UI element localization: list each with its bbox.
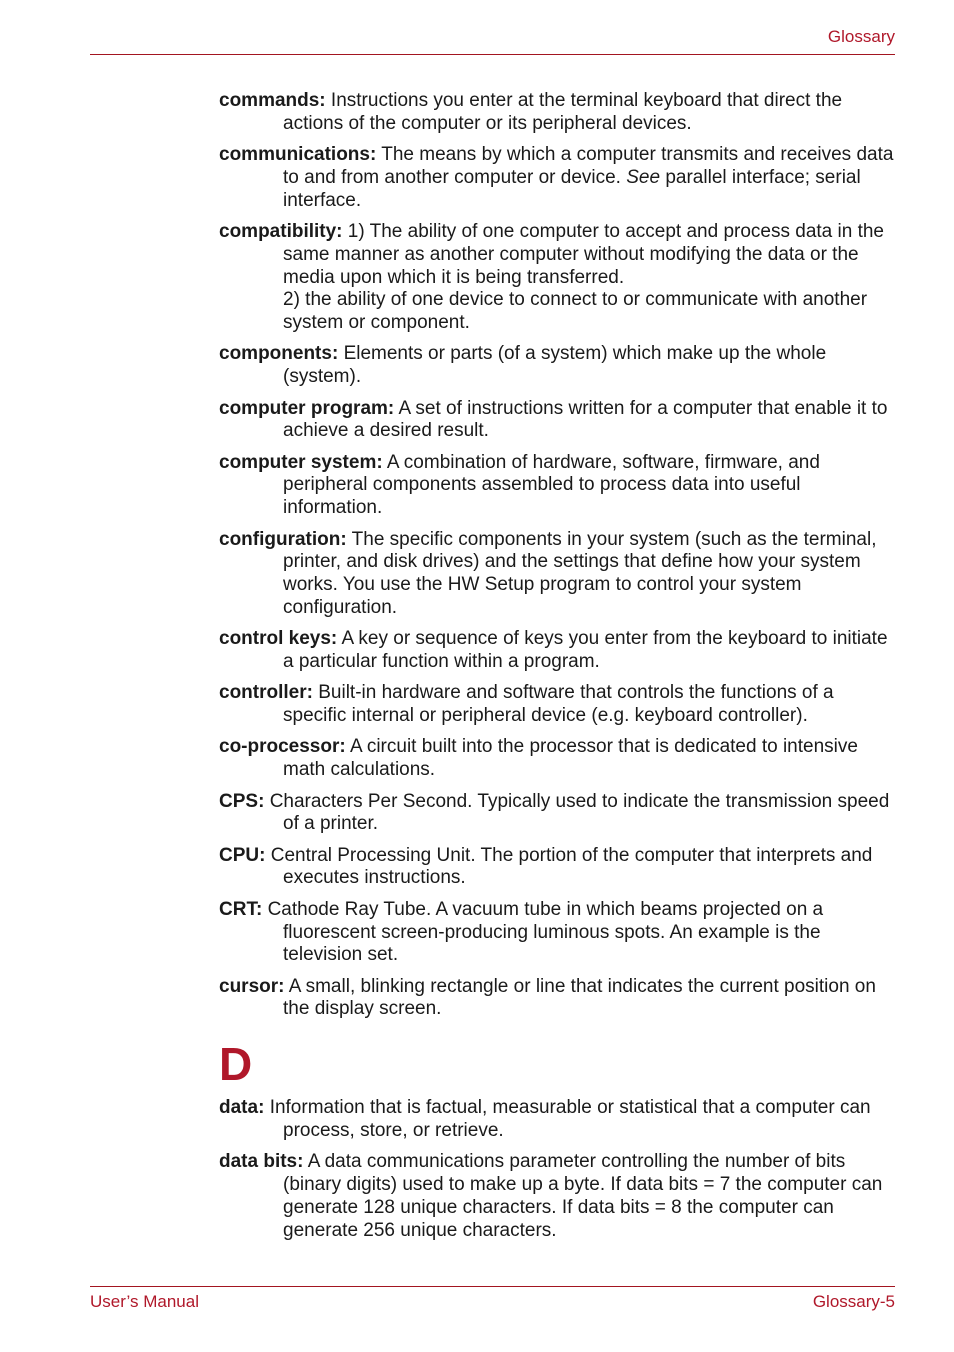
- entry-term: CPU:: [219, 844, 266, 866]
- entry-term: data bits:: [219, 1151, 304, 1173]
- entry-definition: A set of instructions written for a computer that enable it to achieve a desired result.: [283, 397, 888, 442]
- entry-term: computer system:: [219, 451, 383, 473]
- entry-term: cursor:: [219, 975, 285, 997]
- entry-term: CRT:: [219, 898, 263, 920]
- glossary-entry-communications: [219, 144, 895, 212]
- entry-definition: Built-in hardware and software that controls the functions of a specific internal or peripheral device (e.g. keyboard controller).: [283, 682, 834, 727]
- glossary-entry-components: [219, 343, 895, 389]
- entry-definition: The specific components in your system (such as the terminal, printer, and disk drives) and the settings that define how your system works. You use the HW Setup program to control your system configuration.: [283, 528, 877, 618]
- entry-definition: Central Processing Unit. The portion of the computer that interprets and executes instructions.: [270, 844, 873, 889]
- entry-definition: Instructions you enter at the terminal keyboard that direct the actions of the computer or its peripheral devices.: [283, 90, 843, 134]
- header-rule: [90, 54, 895, 55]
- entry-definition: Cathode Ray Tube. A vacuum tube in which beams projected on a fluorescent screen-producing luminous spots. An example is the television set.: [267, 898, 824, 966]
- entry-term: compatibility:: [219, 220, 343, 242]
- entry-definition: A combination of hardware, software, firmware, and peripheral components assembled to process data into useful information.: [283, 451, 820, 519]
- entry-definition: A key or sequence of keys you enter from the keyboard to initiate a particular function within a program.: [283, 628, 888, 673]
- footer-page-number: Glossary-5: [812, 1292, 895, 1311]
- entry-definition: 1) The ability of one computer to accept and process data in the same manner as another computer without modifying the data or the media upon which it is being transferred.: [283, 220, 884, 288]
- glossary-entry-configuration: [219, 529, 895, 620]
- section-heading-d: D: [219, 1038, 253, 1091]
- glossary-entry-cpu: [219, 845, 895, 891]
- entry-definition: Elements or parts (of a system) which make up the whole (system).: [283, 343, 827, 388]
- glossary-entry-cursor: [219, 976, 895, 1022]
- entry-term: commands:: [219, 90, 326, 111]
- glossary-entry-compatibility: [219, 221, 895, 335]
- glossary-entry-computer-system: [219, 452, 895, 520]
- running-header-title: Glossary: [827, 27, 895, 46]
- entry-definition: The means by which a computer transmits and receives data to and from another computer or device.: [283, 144, 894, 188]
- entry-definition-continued: 2) the ability of one device to connect to or communicate with another system or component.: [283, 289, 868, 334]
- glossary-entry-commands: [219, 90, 895, 136]
- entry-term: CPS:: [219, 790, 265, 812]
- see-reference: See: [626, 166, 661, 188]
- glossary-entry-controller: [219, 682, 895, 728]
- entry-term: controller:: [219, 682, 313, 704]
- glossary-entry-control-keys: [219, 628, 895, 674]
- entry-term: components:: [219, 343, 339, 365]
- glossary-entry-crt: [219, 899, 895, 967]
- footer-rule: [90, 1286, 895, 1287]
- glossary-entry-data-bits: [219, 1151, 895, 1242]
- glossary-entry-co-processor: [219, 736, 895, 782]
- entry-term: configuration:: [219, 528, 347, 550]
- footer-manual-title: User’s Manual: [90, 1292, 199, 1311]
- glossary-entry-cps: [219, 791, 895, 837]
- entry-term: data:: [219, 1097, 265, 1119]
- glossary-entry-computer-program: [219, 398, 895, 444]
- entry-term: communications:: [219, 144, 377, 166]
- glossary-entry-data: [219, 1097, 895, 1143]
- entry-term: co-processor:: [219, 736, 346, 758]
- entry-definition: Characters Per Second. Typically used to indicate the transmission speed of a printer.: [269, 790, 890, 835]
- entry-term: control keys:: [219, 628, 338, 650]
- entry-definition-continued: parallel interface; serial interface.: [283, 166, 861, 211]
- entry-definition: A data communications parameter controlling the number of bits (binary digits) used to make up a byte. If data bits = 7 the computer can generate 128 unique characters. If data bits = 8 the computer can generate 256 unique characters.: [283, 1151, 883, 1241]
- entry-definition: A small, blinking rectangle or line that indicates the current position on the display screen.: [283, 975, 876, 1020]
- entry-definition: Information that is factual, measurable or statistical that a computer can process, store, or retrieve.: [269, 1097, 871, 1141]
- entry-term: computer program:: [219, 397, 395, 419]
- glossary-content: [219, 90, 895, 1251]
- entry-definition: A circuit built into the processor that is dedicated to intensive math calculations.: [283, 736, 858, 781]
